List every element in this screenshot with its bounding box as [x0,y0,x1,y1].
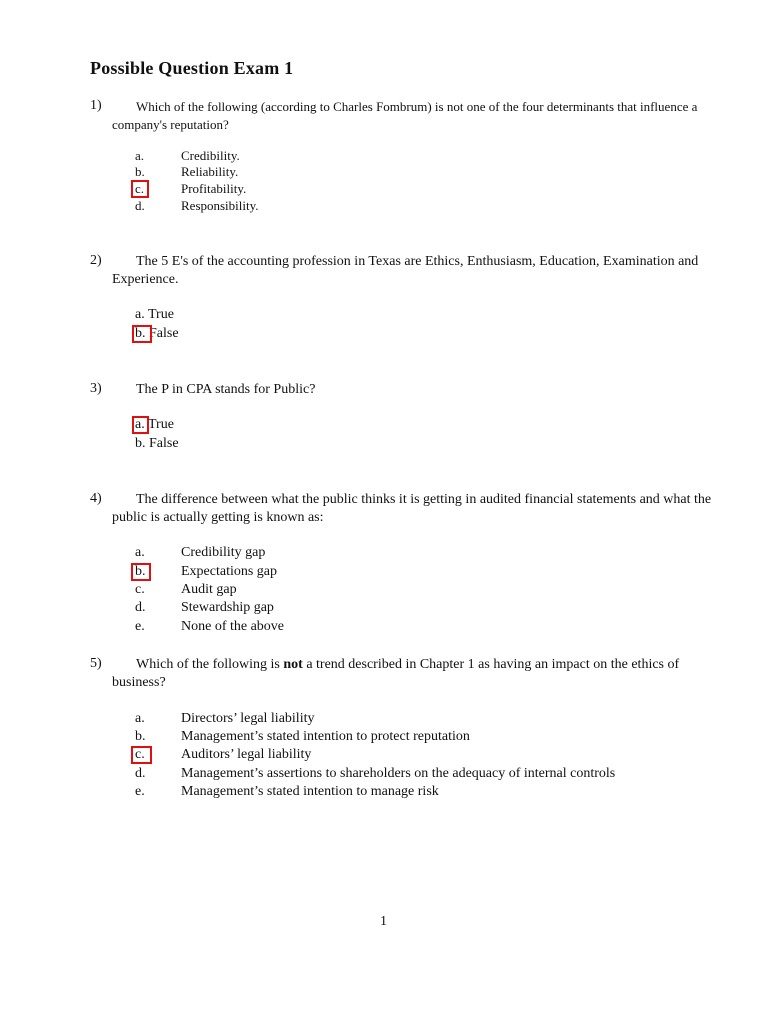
question-text-after: a trend described in Chapter 1 as having an impact on the ethics of business? [112,657,680,690]
option-letter: b. [135,326,146,341]
question-number: 5) [90,656,102,671]
option-letter: e. [135,784,145,799]
question-text [112,98,712,134]
option-letter: e. [135,619,145,634]
option-letter: b. [135,729,146,744]
option-text: Expectations gap [181,564,278,579]
option-text: Management’s assertions to shareholders on the adequacy of internal controls [181,766,616,781]
option-text: True [147,417,174,432]
answer-option [135,545,265,561]
option-text: Management’s stated intention to manage risk [181,784,439,799]
question-text-before: Which of the following is [136,657,284,672]
answer-option [135,729,470,745]
option-letter: b. [135,564,181,580]
question-text [112,253,712,289]
option-letter: d. [135,600,146,615]
answer-option-marked [135,564,277,580]
answer-option-marked [135,417,174,433]
answer-option [135,711,314,727]
question-text-emphasis: not [283,657,303,672]
option-text: Credibility. [181,148,240,163]
answer-mark-box [131,180,149,198]
question-number: 1) [90,98,102,113]
answer-option [135,198,259,214]
option-letter: a. [135,307,145,322]
answer-option [135,164,238,180]
question-text [112,491,712,527]
answer-option [135,436,179,452]
option-letter: a. [135,545,145,560]
question-number: 4) [90,491,102,506]
option-letter: a. [135,711,145,726]
question-text [112,656,712,692]
option-text: True [147,307,174,322]
answer-option-marked [135,181,246,197]
answer-option [135,148,240,164]
answer-option-marked [135,747,311,763]
question-text-content: Which of the following (according to Charles Fombrum) is not one of the four determinants that influence a company's reputation? [112,99,698,132]
answer-mark-box [131,563,151,581]
question-text-content: The P in CPA stands for Public? [136,382,316,397]
option-text: Auditors’ legal liability [181,747,312,762]
answer-option [135,766,615,782]
option-text: Credibility gap [181,545,266,560]
answer-option [135,600,274,616]
page-title: Possible Question Exam 1 [90,58,294,78]
page-number: 1 [380,914,387,929]
option-text: False [149,326,179,341]
option-letter: c. [135,582,145,597]
question-text-content: The 5 E's of the accounting profession in Texas are Ethics, Enthusiasm, Education, Examination and Experience. [112,254,699,287]
answer-mark-box [132,416,149,434]
option-text: None of the above [181,619,285,634]
option-text: Directors’ legal liability [181,711,315,726]
answer-option [135,619,284,635]
option-letter: a. [135,148,145,163]
option-text: Audit gap [181,582,237,597]
option-letter: c. [135,181,181,197]
answer-option [135,582,237,598]
option-letter: d. [135,766,146,781]
answer-option [135,307,174,323]
question-text [112,381,712,399]
option-letter: b. [135,436,146,451]
question-number: 3) [90,381,102,396]
option-text: Management’s stated intention to protect reputation [181,729,470,744]
answer-mark-box [131,746,152,764]
option-letter: c. [135,747,181,763]
answer-option-marked [135,326,179,342]
option-text: Responsibility. [181,198,259,213]
option-letter: d. [135,198,145,213]
question-number: 2) [90,253,102,268]
question-text-content: The difference between what the public thinks it is getting in audited financial statements and what the public is actually getting is known as: [112,492,712,525]
option-text: Profitability. [181,181,247,196]
answer-option [135,784,439,800]
option-letter: b. [135,164,145,179]
answer-mark-box [132,325,152,343]
option-text: False [149,436,179,451]
option-text: Reliability. [181,164,239,179]
option-text: Stewardship gap [181,600,274,615]
option-letter: a. [135,417,145,432]
